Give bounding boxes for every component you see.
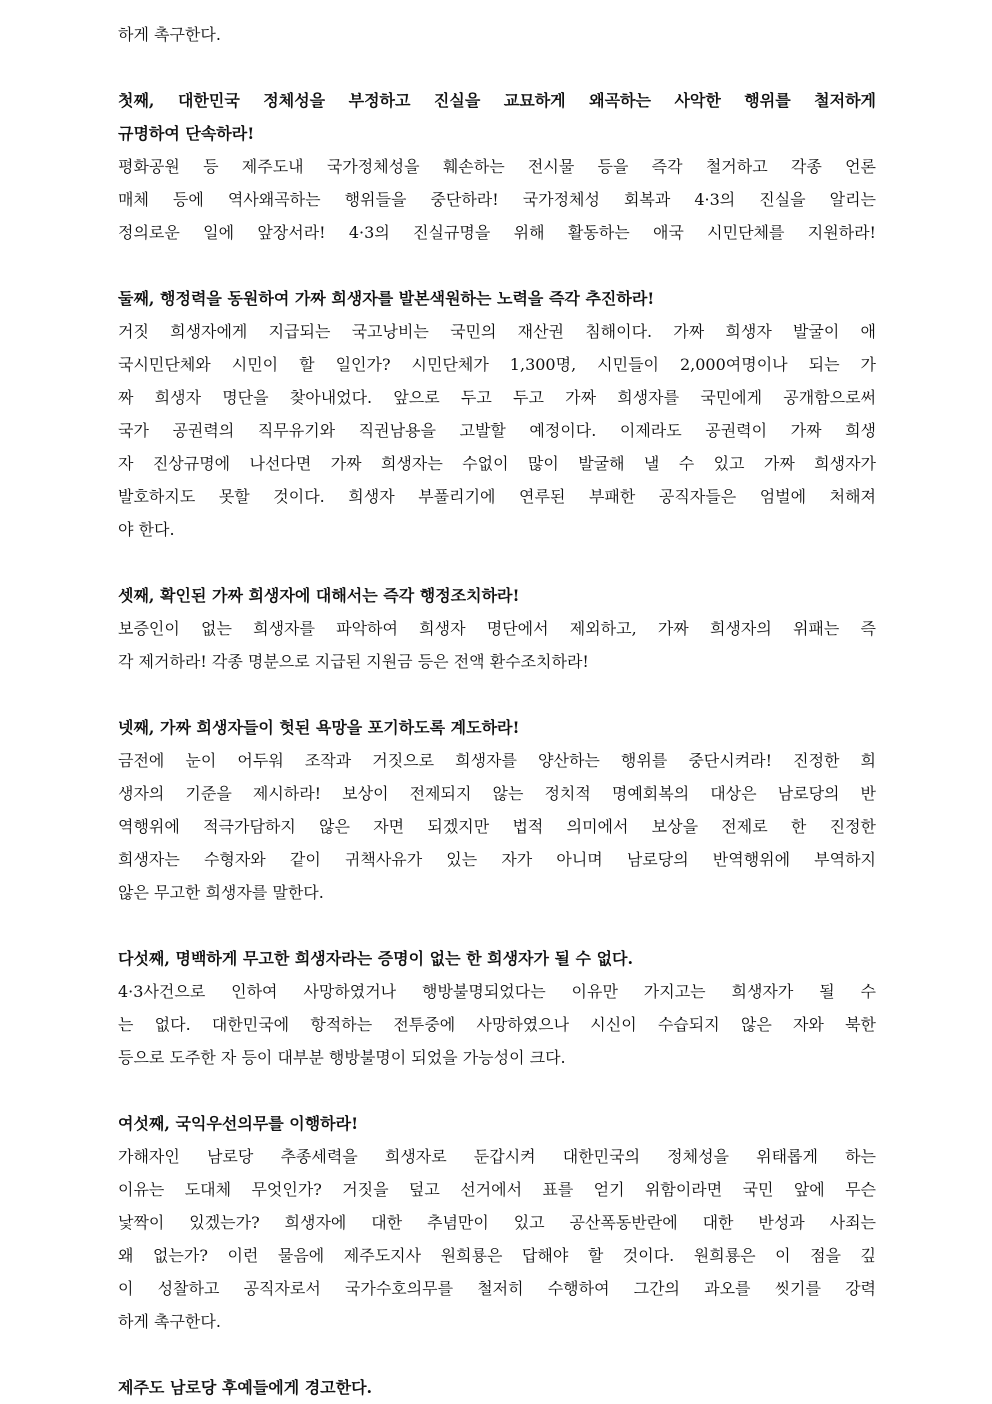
section-first [118,84,876,249]
paragraph-gap [118,51,876,84]
section-body-line: 정의로운 일에 앞장서라! 4·3의 진실규명을 위해 활동하는 애국 시민단체를 지원하라! [118,223,876,242]
section-body-line: 국시민단체와 시민이 할 일인가? 시민단체가 1,300명, 시민들이 2,000여명이나 되는 가 [118,355,876,374]
section-body-line: 야 한다. [118,520,175,539]
section-body-line: 등으로 도주한 자 등이 대부분 행방불명이 되었을 가능성이 크다. [118,1048,566,1067]
section-body-line: 매체 등에 역사왜곡하는 행위들을 중단하라! 국가정체성 회복과 4·3의 진실을 알리는 [118,190,876,209]
paragraph-gap [118,249,876,282]
section-body-line: 역행위에 적극가담하지 않은 자면 되겠지만 법적 의미에서 보상을 전제로 한 진정한 [118,817,876,836]
section-body-line: 생자의 기준을 제시하라! 보상이 전제되지 않는 정치적 명예회복의 대상은 남로당의 반 [118,784,876,803]
section-sixth [118,1107,876,1338]
paragraph-gap [118,909,876,942]
section-fourth [118,711,876,909]
section-body-line: 는 없다. 대한민국에 항적하는 전투중에 사망하였으나 시신이 수습되지 않은 자와 북한 [118,1015,876,1034]
section-heading-line: 여섯째, 국익우선의무를 이행하라! [118,1114,359,1133]
section-body-line: 금전에 눈이 어두워 조작과 거짓으로 희생자를 양산하는 행위를 중단시켜라! 진정한 희 [118,751,876,770]
section-body-line: 이 성찰하고 공직자로서 국가수호의무를 철저히 수행하여 그간의 과오를 씻기를 강력 [118,1279,876,1298]
section-heading-line: 넷째, 가짜 희생자들이 헛된 욕망을 포기하도록 계도하라! [118,718,520,737]
section-body-line: 않은 무고한 희생자를 말한다. [118,883,324,902]
document-page [118,18,876,1404]
section-body-line: 자 진상규명에 나선다면 가짜 희생자는 수없이 많이 발굴해 낼 수 있고 가짜 희생자가 [118,454,876,473]
section-heading-line: 첫째, 대한민국 정체성을 부정하고 진실을 교묘하게 왜곡하는 사악한 행위를 철저하게 [118,91,876,110]
intro-tail-line: 하게 촉구한다. [118,25,221,44]
section-body-line: 평화공원 등 제주도내 국가정체성을 훼손하는 전시물 등을 즉각 철거하고 각종 언론 [118,157,876,176]
section-heading-line: 다섯째, 명백하게 무고한 희생자라는 증명이 없는 한 희생자가 될 수 없다. [118,949,634,968]
section-body-line: 가해자인 남로당 추종세력을 희생자로 둔갑시켜 대한민국의 정체성을 위태롭게 하는 [118,1147,876,1166]
section-body-line: 짜 희생자 명단을 찾아내었다. 앞으로 두고 두고 가짜 희생자를 국민에게 공개함으로써 [118,388,876,407]
paragraph-gap [118,1338,876,1371]
section-third [118,579,876,678]
section-body-line: 각 제거하라! 각종 명분으로 지급된 지원금 등은 전액 환수조치하라! [118,652,589,671]
section-heading-line: 셋째, 확인된 가짜 희생자에 대해서는 즉각 행정조치하라! [118,586,520,605]
section-heading-line: 규명하여 단속하라! [118,124,255,143]
paragraph-gap [118,546,876,579]
section-body-line: 하게 촉구한다. [118,1312,221,1331]
section-body-line: 희생자는 수형자와 같이 귀책사유가 있는 자가 아니며 남로당의 반역행위에 부역하지 [118,850,876,869]
section-body-line: 거짓 희생자에게 지급되는 국고낭비는 국민의 재산권 침해이다. 가짜 희생자 발굴이 애 [118,322,876,341]
section-body-line: 왜 없는가? 이런 물음에 제주도지사 원희룡은 답해야 할 것이다. 원희룡은 이 점을 깊 [118,1246,876,1265]
section-heading-line: 둘째, 행정력을 동원하여 가짜 희생자를 발본색원하는 노력을 즉각 추진하라! [118,289,655,308]
section-body-line: 발호하지도 못할 것이다. 희생자 부풀리기에 연루된 부패한 공직자들은 엄벌에 처해져 [118,487,876,506]
closing-heading: 제주도 남로당 후예들에게 경고한다. [118,1378,373,1397]
paragraph-gap [118,1074,876,1107]
section-body-line: 보증인이 없는 희생자를 파악하여 희생자 명단에서 제외하고, 가짜 희생자의 위패는 즉 [118,619,876,638]
section-body-line: 4·3사건으로 인하여 사망하였거나 행방불명되었다는 이유만 가지고는 희생자가 될 수 [118,982,876,1001]
section-body-line: 이유는 도대체 무엇인가? 거짓을 덮고 선거에서 표를 얻기 위함이라면 국민 앞에 무슨 [118,1180,876,1199]
section-second [118,282,876,546]
section-body-line: 국가 공권력의 직무유기와 직권남용을 고발할 예정이다. 이제라도 공권력이 가짜 희생 [118,421,876,440]
paragraph-gap [118,678,876,711]
section-body-line: 낯짝이 있겠는가? 희생자에 대한 추념만이 있고 공산폭동반란에 대한 반성과 사죄는 [118,1213,876,1232]
section-fifth [118,942,876,1074]
